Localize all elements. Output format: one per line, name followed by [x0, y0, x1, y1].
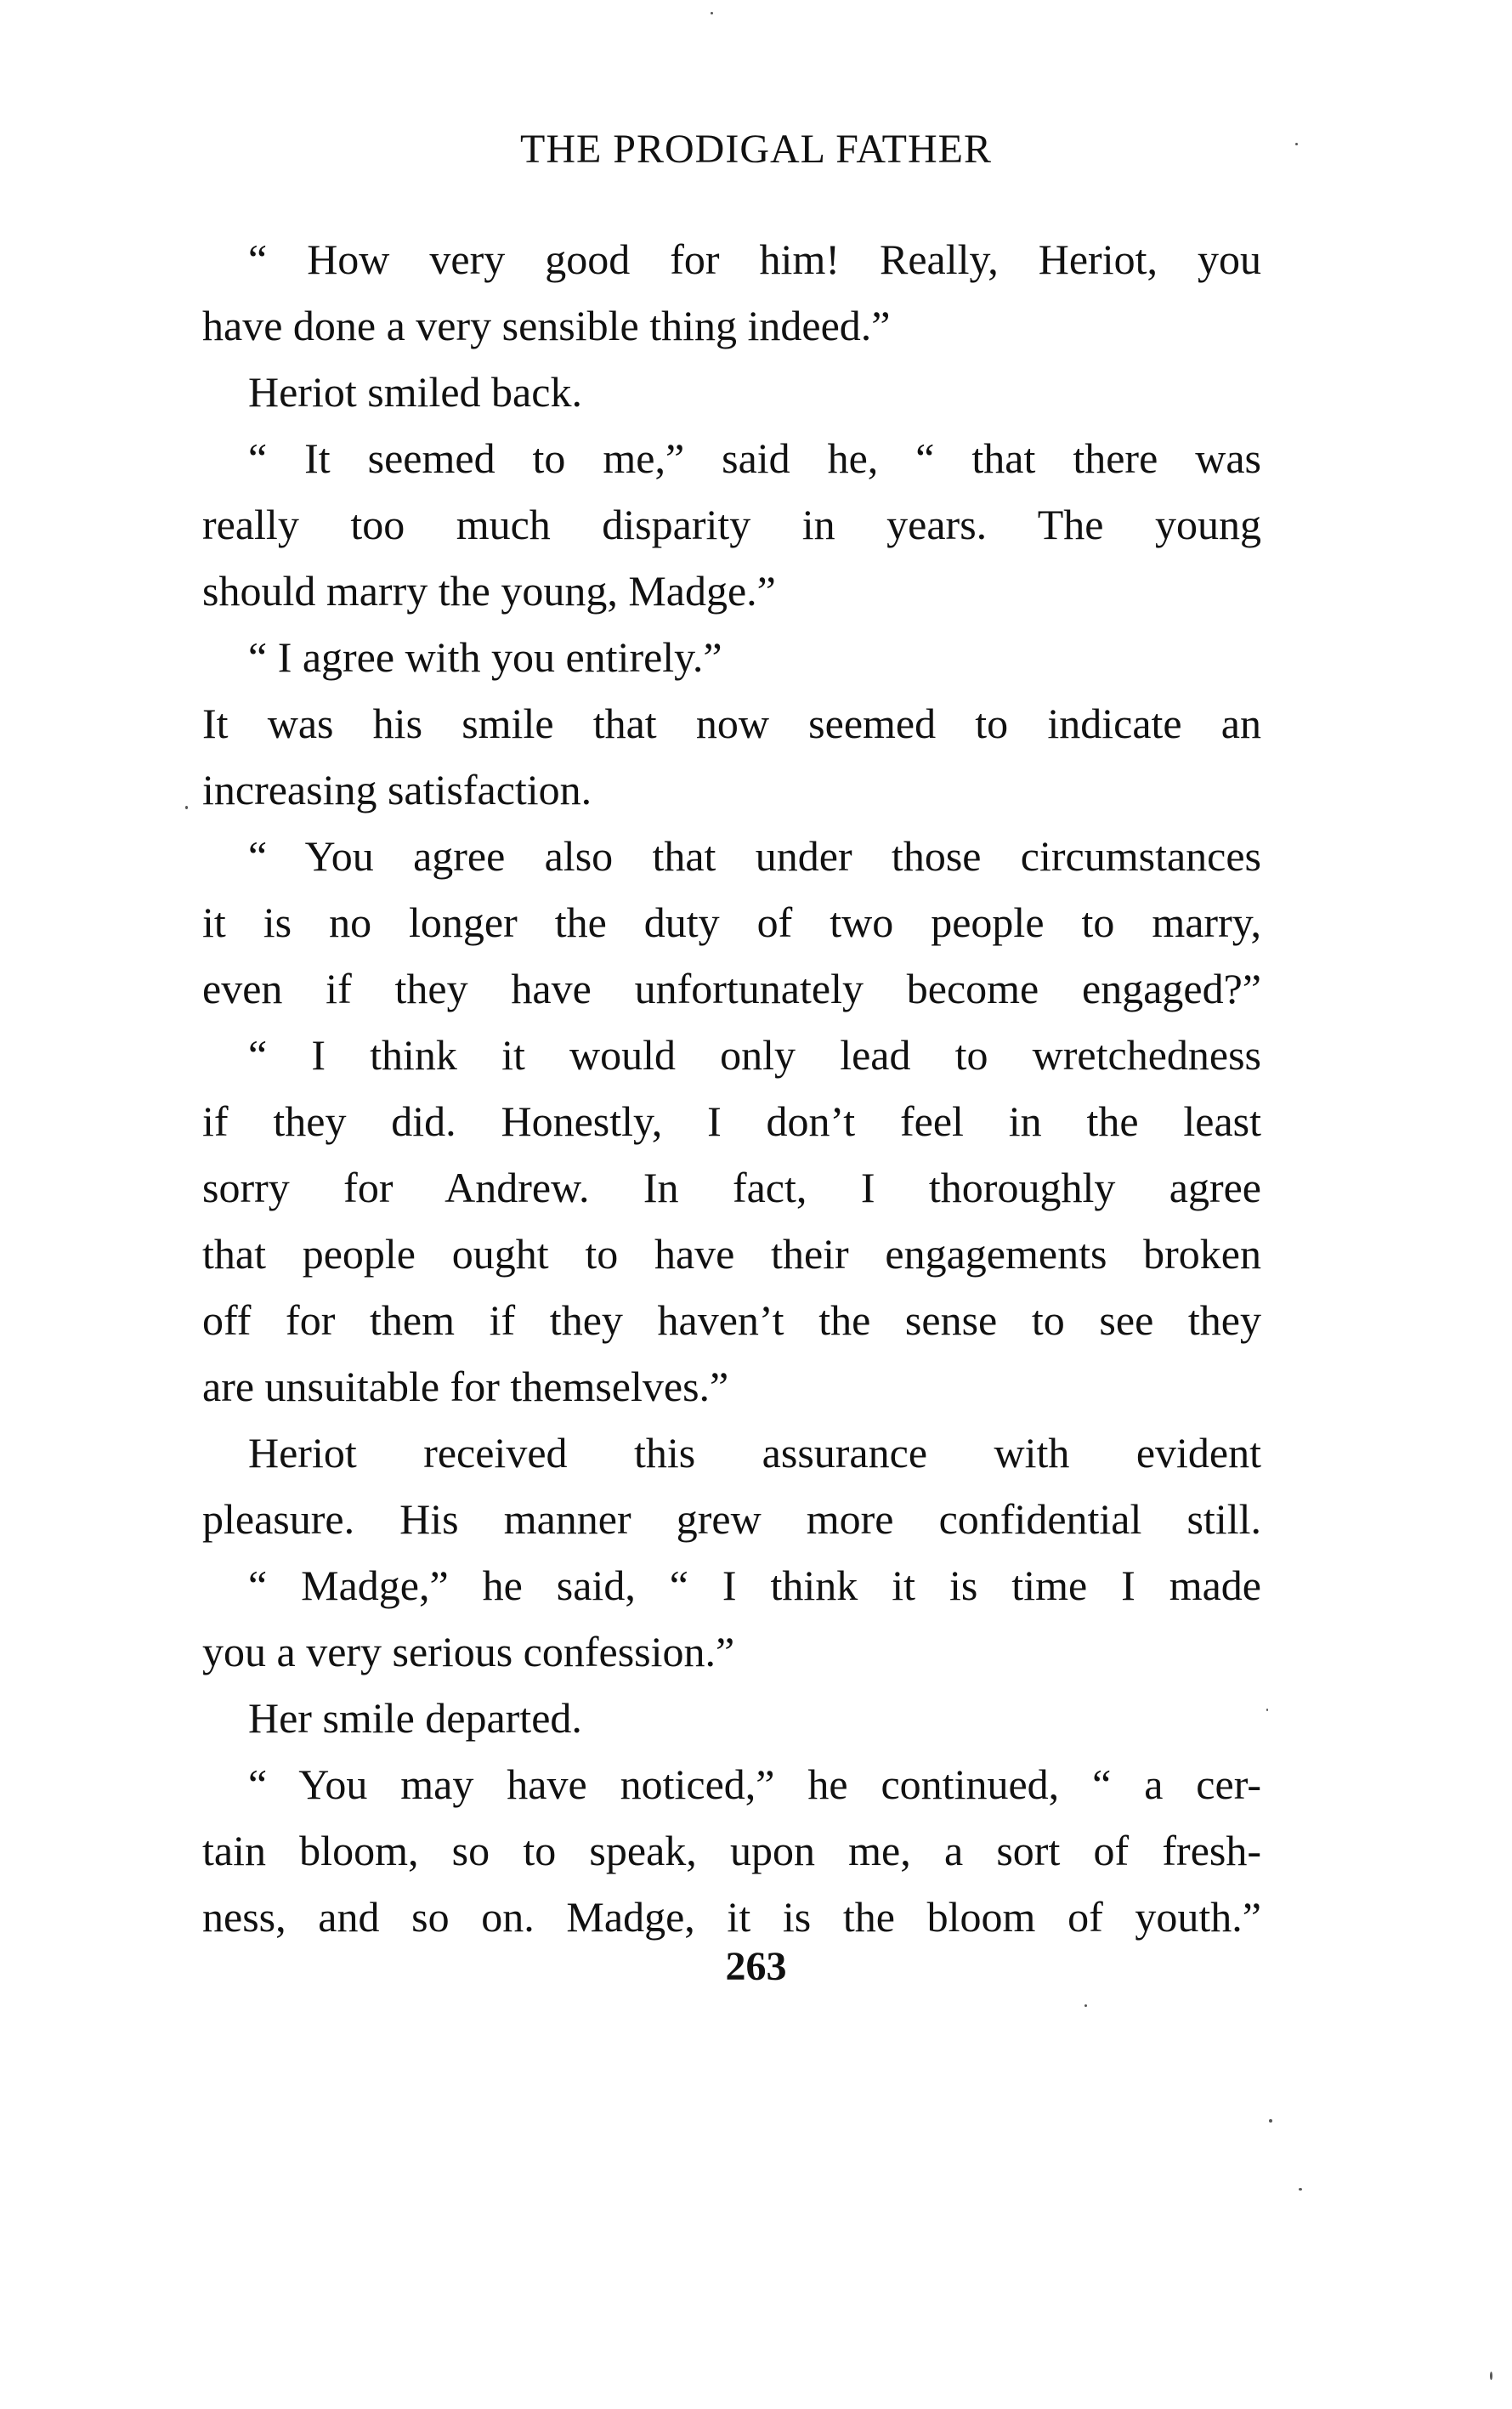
- text-line: sorry for Andrew. In fact, I thoroughly agree: [202, 1164, 1261, 1211]
- text-line: ness, and so on. Madge, it is the bloom of youth.”: [202, 1893, 1261, 1941]
- text-line: really too much disparity in years. The young: [202, 501, 1261, 548]
- scan-speck: [1299, 2188, 1302, 2191]
- text-line: “ Madge,” he said, “ I think it is time I made: [248, 1562, 1261, 1609]
- text-line: tain bloom, so to speak, upon me, a sort of fresh-: [202, 1827, 1261, 1874]
- text-line: “ You agree also that under those circumstances: [248, 832, 1261, 880]
- text-line: are unsuitable for themselves.”: [202, 1363, 729, 1410]
- text-line: “ It seemed to me,” said he, “ that there was: [248, 434, 1261, 482]
- text-line: have done a very sensible thing indeed.”: [202, 302, 891, 349]
- text-line: off for them if they haven’t the sense to see they: [202, 1296, 1261, 1344]
- text-line: you a very serious confession.”: [202, 1628, 735, 1675]
- scan-speck: [1266, 1709, 1268, 1711]
- text-line: pleasure. His manner grew more confidential still.: [202, 1495, 1261, 1543]
- text-line: it is no longer the duty of two people to marry,: [202, 898, 1261, 946]
- scan-speck: [1295, 143, 1298, 145]
- text-line: It was his smile that now seemed to indicate an: [202, 700, 1261, 747]
- text-line: should marry the young, Madge.”: [202, 567, 776, 615]
- scan-speck: [1269, 2119, 1272, 2123]
- page-number: 263: [725, 1944, 787, 1989]
- text-line: “ I agree with you entirely.”: [248, 633, 722, 681]
- body-text: [202, 226, 1261, 1950]
- text-line: if they did. Honestly, I don’t feel in the least: [202, 1097, 1261, 1145]
- text-line: “ You may have noticed,” he continued, “ a cer-: [248, 1760, 1261, 1808]
- scan-speck: [711, 12, 713, 14]
- text-line: Her smile departed.: [248, 1694, 582, 1742]
- scan-speck: [1490, 2372, 1492, 2380]
- text-line: that people ought to have their engagements broken: [202, 1230, 1261, 1278]
- scan-speck: [1084, 2004, 1087, 2007]
- text-line: Heriot smiled back.: [248, 368, 582, 416]
- text-line: increasing satisfaction.: [202, 766, 592, 813]
- text-line: “ I think it would only lead to wretchedness: [248, 1031, 1261, 1079]
- text-line: Heriot received this assurance with evident: [248, 1429, 1261, 1477]
- text-line: even if they have unfortunately become engaged?”: [202, 965, 1261, 1012]
- running-head: THE PRODIGAL FATHER: [520, 127, 992, 172]
- text-line: “ How very good for him! Really, Heriot, you: [248, 235, 1261, 283]
- scan-speck: [185, 806, 188, 809]
